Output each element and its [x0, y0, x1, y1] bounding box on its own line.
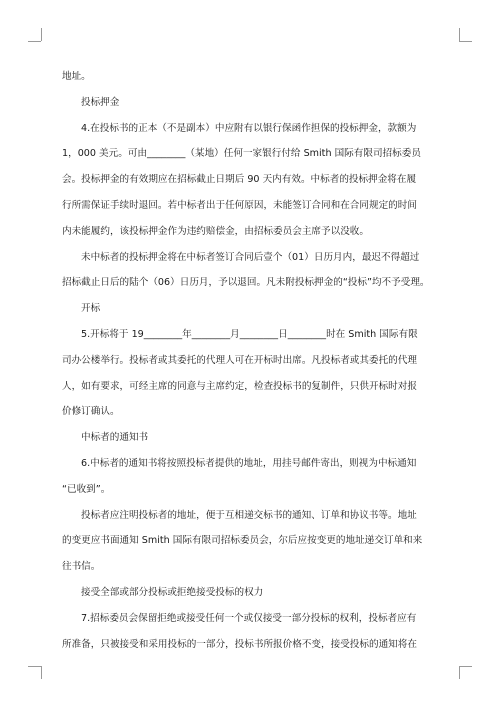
- text-line: 1，000 美元。可由________（某地）任何一家银行付给 Smith 国际有限司招标委员: [62, 148, 421, 160]
- text-line: 行所需保证手续时退回。若中标者出于任何原因，未能签订合同和在合同规定的时间: [62, 199, 417, 211]
- crop-mark: [28, 666, 41, 667]
- text-line: 4.在投标书的正本（不是副本）中应附有以银行保函作担保的投标押金，款额为: [81, 122, 417, 134]
- text-line: “已收到”。: [62, 483, 111, 495]
- text-line: 价修订确认。: [62, 406, 120, 418]
- text-line: 人，如有要求，可经主席的同意与主席约定，检查投标书的复制件，只供开标时对报: [62, 380, 417, 392]
- section-heading: 开标: [81, 303, 101, 315]
- text-line: 招标截止日后的陆个（06）日历月，予以退回。凡未附投标押金的“投标”均不予受理。: [62, 277, 430, 289]
- crop-mark: [459, 666, 460, 679]
- text-line: 往书信。: [62, 561, 101, 573]
- text-line: 所准备，只被接受和采用投标的一部分，投标书所报价格不变，接受投标的通知将在: [62, 638, 417, 650]
- crop-mark: [28, 41, 41, 42]
- text-line: 7.招标委员会保留拒绝或接受任何一个或仅接受一部分投标的权利，投标者应有: [81, 612, 417, 624]
- text-line: 5.开标将于 19________年________月________日________时在 Smith 国际有限: [81, 328, 418, 340]
- text-line: 未中标者的投标押金将在中标者签订合同后壹个（01）日历月内，最迟不得超过: [81, 251, 420, 263]
- text-line: 地址。: [62, 71, 91, 82]
- crop-mark: [459, 28, 460, 41]
- text-line: 6.中标者的通知书将按照投标者提供的地址，用挂号邮件寄出，则视为中标通知: [81, 457, 417, 469]
- text-line: 内未能履约，该投标押金作为违约赔偿金，由招标委员会主席予以没收。: [62, 225, 369, 237]
- text-line: 投标者应注明投标者的地址，便于互相递交标书的通知、订单和协议书等。地址: [81, 509, 417, 521]
- text-line: 司办公楼举行。投标者或其委托的代理人可在开标时出席。凡投标者或其委托的代理: [62, 354, 417, 366]
- document-body: [62, 64, 442, 657]
- section-heading: 投标押金: [81, 96, 120, 108]
- text-block: [62, 64, 442, 657]
- text-line: 的变更应书面通知 Smith 国际有限司招标委员会，尔后应按变更的地址递交订单和来: [62, 535, 423, 547]
- crop-mark: [459, 41, 472, 42]
- text-line: 会。投标押金的有效期应在招标截止日期后 90 天内有效。中标者的投标押金将在履: [62, 174, 417, 186]
- crop-mark: [41, 28, 42, 41]
- crop-mark: [41, 666, 42, 679]
- crop-mark: [459, 666, 472, 667]
- section-heading: 中标者的通知书: [81, 432, 149, 444]
- section-heading: 接受全部或部分投标或拒绝接受投标的权力: [81, 586, 264, 598]
